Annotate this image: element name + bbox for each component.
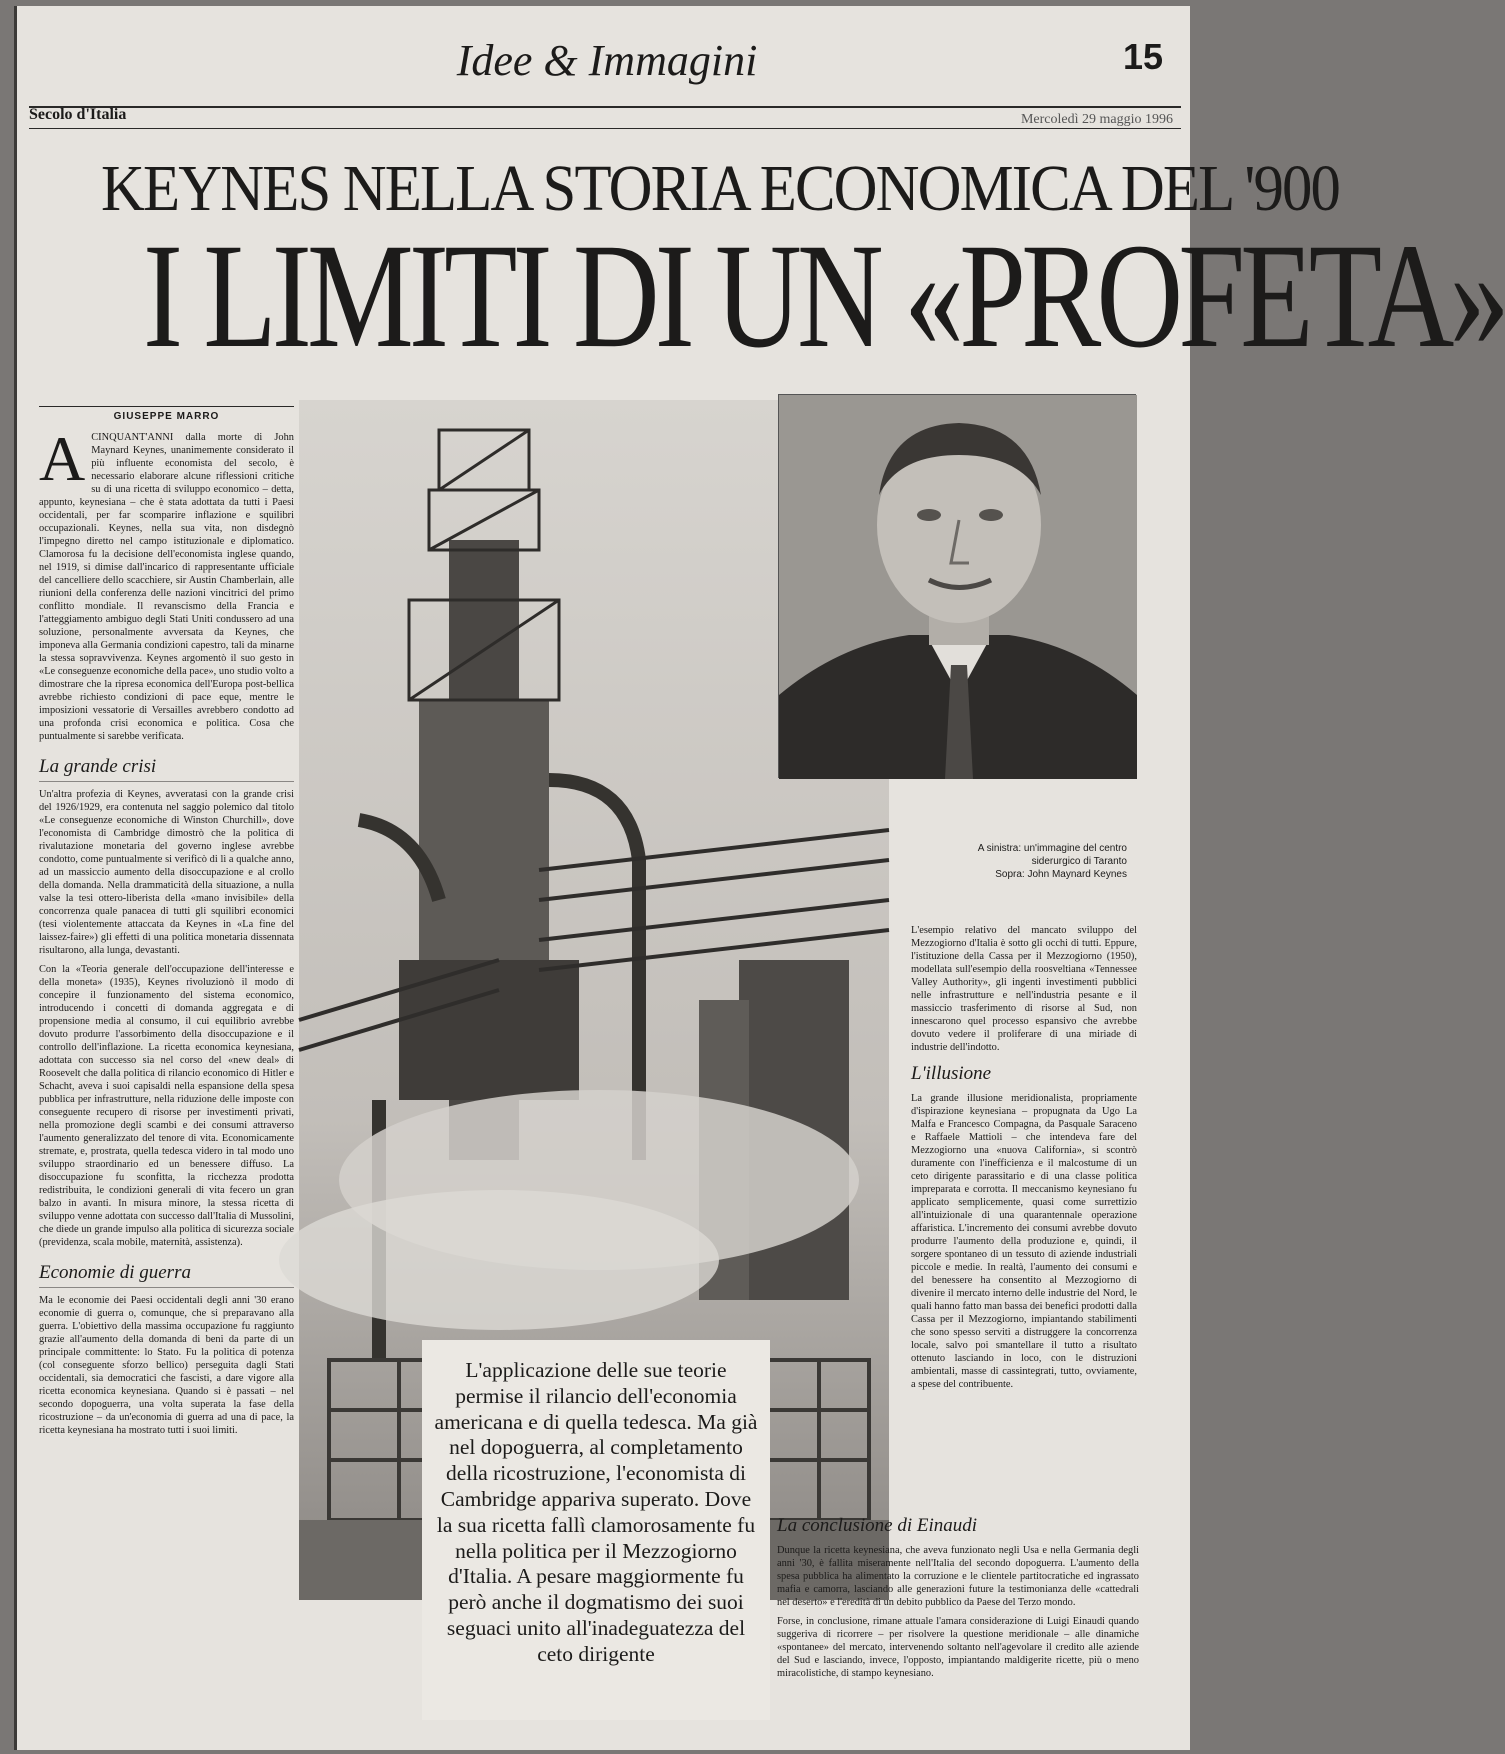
author-rule	[39, 406, 294, 407]
paragraph: Ma le economie dei Paesi occidentali degli anni '30 erano economie di guerra o, comunque, che si preparavano alla guerra. L'obiettivo della massima occupazione fu raggiunto grazie all'aumento della domanda di beni da parte di un principale committente: lo Stato. Fu la politica di potenza (col conseguente sforzo bellico) perseguita dagli Stati occidentali, sia democratici che fascisti, a dare vigore alla ricetta economica keynesiana. Quando si è passati – nel secondo dopoguerra, una volta superata la fase della ricostruzione – da un'economia di guerra ad una di pace, la ricetta keynesiana ha mostrato tutti i suoi limiti.	[39, 1295, 294, 1436]
subhead-grande-crisi: La grande crisi	[39, 755, 294, 782]
paragraph: La grande illusione meridionalista, propriamente d'ispirazione keynesiana – propugnata da Ugo La Malfa e Francesco Compagna, da Pasquale Saraceno e Raffaele Mattioli – che intendeva fare del Mezzogiorno una «nuova California», si scontrò duramente con l'inefficienza e il malcostume di un ceto dirigente parassitario e di una classe politica impreparata e corrotta. Il meccanismo keynesiano fu applicato semplicemente, quasi come surrettizio all'intuizionale di una quarantennale operazione affaristica. L'incremento dei consumi avrebbe dovuto produrre l'aumento della produzione e, quindi, il sorgere spontaneo di un tessuto di aziende industriali piccole e medie. In realtà, l'aumento dei consumi e del benessere ha consentito al Mezzogiorno di divenire il mercato interno delle industrie del Nord, le quali hanno fatto man bassa dei benefici prodotti dalla Cassa per il Mezzogiorno, impiantando stabilimenti che sono spesso serviti a distruggere la concorrenza locale, salvo poi smantellare il tutto a risultato ottenuto lasciando in loco, con le distruzioni ambientali, masse di cassintegrati, tutto, ovviamente, a spese del contribuente.	[911, 1093, 1137, 1390]
right-column	[911, 924, 1137, 1484]
subhead-illusione: L'illusione	[911, 1063, 992, 1084]
paragraph: Con la «Teoria generale dell'occupazione dell'interesse e della moneta» (1935), Keynes rivoluzionò il modo di concepire il funzionamento del sistema economico, introducendo i concetti di domanda aggregata e di propensione media al consumo, il cui equilibrio avrebbe dovuto produrre l'assorbimento della disoccupazione e il controllo dell'inflazione. La ricetta economica keynesiana, adottata con successo sia nel corso del «new deal» di Roosevelt che dalla politica di rilancio economico di Hitler e Schacht, aveva i suoi capisaldi nella espansione della spesa pubblica per infrastrutture, nella riduzione delle imposte con conseguente recupero di risorse per investimenti privati, nella promozione degli scambi e dei consumi attraverso l'aumento generalizzato del tenore di vita. Economicamente stremate, e, prostrata, quella tedesca videro in tal modo uno sviluppo straordinario ed un benessere diffuso. La disoccupazione fu sconfitta, la ricchezza prodotta redistribuita, le condizioni generali di vita fecero un gran balzo in avanti. In misura minore, la stessa ricetta di sviluppo venne adottata con successo dall'Italia di Mussolini, che diede un grande impulso alla politica di sicurezza sociale (previdenza, scala mobile, maternità, assistenza).	[39, 964, 294, 1248]
masthead-subrule	[29, 128, 1181, 129]
caption-line: Sopra: John Maynard Keynes	[995, 869, 1127, 880]
subhead-economie-di-guerra: Economie di guerra	[39, 1261, 294, 1288]
kicker-headline: KEYNES NELLA STORIA ECONOMICA DEL '900	[101, 152, 1340, 225]
paragraph: Un'altra profezia di Keynes, avveratasi con la grande crisi del 1926/1929, era contenuta nel saggio polemico dal titolo «Le conseguenze economiche di Winston Churchill», dove l'economista di Cambridge dimostrò che la politica di rivalutazione monetaria del governo inglese avrebbe condotto, come puntualmente si verificò di lì a qualche anno, ad un massiccio aumento della disoccupazione e al crollo della domanda. Nella drammaticità della situazione, a nulla valse la tesi ottero-liberista della «mano invisibile» della concorrenza quale panacea di tutti gli squilibri economici (tesi violentemente attaccata da Keynes in «La fine del laissez-faire») gli effetti di una politica monetaria dissennata risultarono, alla lunga, devastanti.	[39, 789, 294, 956]
masthead-rule	[29, 106, 1181, 108]
newspaper-name: Secolo d'Italia	[29, 106, 127, 123]
keynes-portrait	[778, 394, 1136, 778]
newspaper-page	[14, 6, 1505, 1750]
intro-text: CINQUANT'ANNI dalla morte di John Maynard Keynes, unanimemente considerato il più influente economista del secolo, è necessario elaborare alcune riflessioni critiche su di una ricetta di sviluppo economico – detta, appunto, keynesiana – che è stata adottata da tutti i Paesi occidentali, per far scomparire inflazione e squilibri occupazionali. Keynes, nella sua vita, non disdegnò l'impegno diretto nel campo istituzionale e diplomatico. Clamorosa fu la decisione dell'economista inglese quando, nel 1919, si dimise dall'incarico di rappresentante ufficiale del cancelliere dello scacchiere, sir Austin Chamberlain, alle riunioni della conferenza delle nazioni vincitrici del primo conflitto mondiale. Il revanscismo della Francia e l'atteggiamento ambiguo degli Stati Uniti condussero ad una soluzione, personalmente avversata da Keynes, che imponeva alla Germania condizioni capestro, tali da minarne la stessa sopravvivenza. Keynes argomentò il suo gesto in «Le conseguenze economiche della pace», uno studio volto a dimostrare che la ripresa economica dell'Europa post-bellica avrebbe richiesto condizioni di pace eque, mentre le imposizioni vessatorie di Versailles avrebbero condotto ad una profonda crisi economica e politica. Cosa che puntualmente si sarebbe verificata.	[39, 432, 294, 742]
subhead-conclusione-einaudi: La conclusione di Einaudi	[777, 1515, 978, 1536]
caption-line: A sinistra: un'immagine del centro siderurgico di Taranto	[977, 843, 1127, 867]
paragraph: Dunque la ricetta keynesiana, che aveva funzionato negli Usa e nella Germania degli anni '30, è fallita miseramente nell'Italia del secondo dopoguerra. L'aumento della spesa pubblica ha alimentato la corruzione e le clientele partitocratiche ed ingrassato mafia e camorra, lasciando alle generazioni future la testimonianza delle «cattedrali nel deserto» e l'eredità di un debito pubblico da Paese del Terzo mondo.	[777, 1545, 1139, 1608]
main-headline: I LIMITI DI UN «PROFETA»	[143, 213, 1505, 379]
issue-date: Mercoledì 29 maggio 1996	[1020, 112, 1173, 127]
bottom-right-column	[777, 1506, 1139, 1740]
paragraph: Forse, in conclusione, rimane attuale l'amara considerazione di Luigi Einaudi quando suggeriva di ricorrere – per risolvere la questione meridionale – alle dinamiche «spontanee» del mercato, intervenendo soltanto nell'agevolare il credito alle aziende del Sud e lasciando, invece, l'opposto, impiantando maldigerite ricette, più o meno miracolistiche, di stampo keynesiano.	[777, 1616, 1139, 1679]
dropcap: A	[39, 423, 86, 494]
photo-caption	[947, 842, 1127, 881]
left-column	[39, 406, 294, 1736]
author-byline: GIUSEPPE MARRO	[113, 411, 220, 422]
portrait-illustration	[779, 395, 1137, 779]
section-title: Idee & Immagini	[456, 36, 758, 85]
page-number: 15	[1122, 36, 1163, 77]
intro-paragraph	[39, 423, 294, 743]
masthead	[17, 6, 1193, 131]
paragraph: L'esempio relativo del mancato sviluppo del Mezzogiorno d'Italia è sotto gli occhi di tutti. Eppure, l'istituzione della Cassa per il Mezzogiorno (1950), modellata sull'esempio della roosveltiana «Tennessee Valley Authority», gli ingenti investimenti pubblici nelle infrastrutture e nell'industria pesante e il massiccio trasferimento di risorse al Sud, non innescarono quel processo espansivo che avrebbe dovuto vedere il proliferare di una miriade di industrie dell'indotto.	[911, 925, 1137, 1053]
pull-quote: L'applicazione delle sue teorie permise il rilancio dell'economia americana e di quella tedesca. Ma già nel dopoguerra, al completamento della ricostruzione, l'economista di Cambridge appariva superato. Dove la sua ricetta fallì clamorosamente fu nella politica per il Mezzogiorno d'Italia. A pesare maggiormente fu però anche il dogmatismo dei suoi seguaci unito all'inadeguatezza del ceto dirigente	[422, 1340, 770, 1720]
